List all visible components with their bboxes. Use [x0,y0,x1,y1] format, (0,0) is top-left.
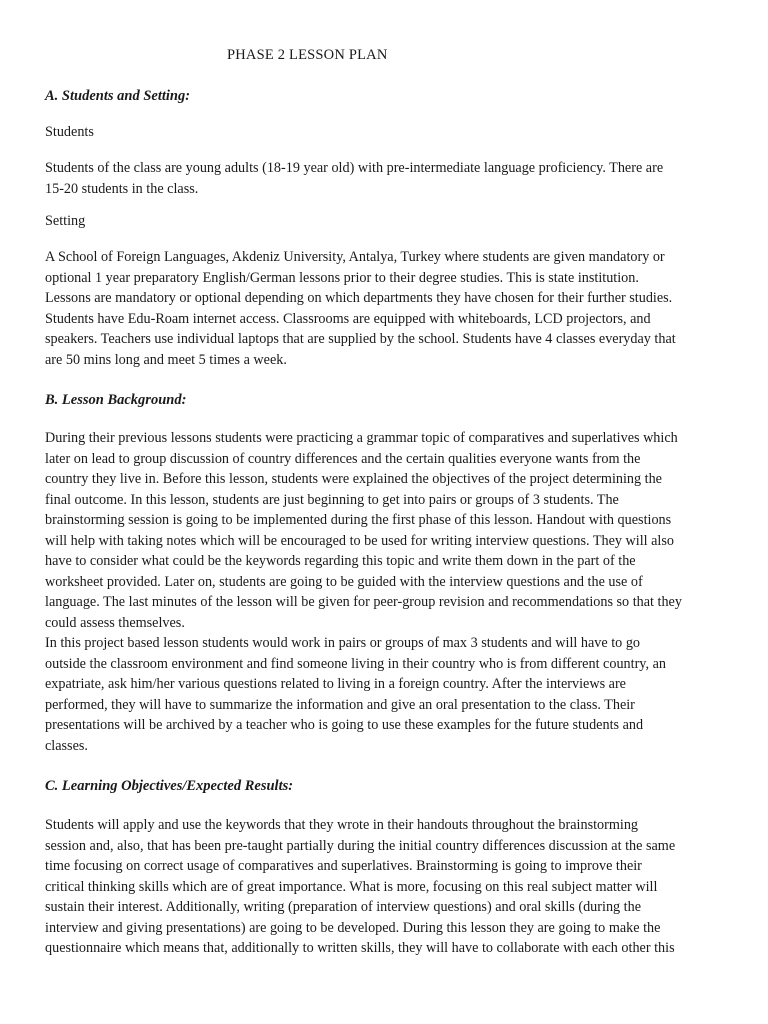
students-label-text: Students [45,124,94,140]
document-title: PHASE 2 LESSON PLAN [227,47,388,63]
text-line: country they live in. Before this lesson, students were explained the objectives of the project determining the [45,471,662,487]
text-line: optional 1 year preparatory English/German lessons prior to their degree studies. This is state institution. [45,269,639,286]
text-line: later on lead to group discussion of country differences and the certain qualities everyone wants from the [45,450,641,467]
text-line: could assess themselves. [45,614,185,631]
section-a-heading: A. Students and Setting: [45,88,191,104]
text-line: time focusing on correct usage of comparatives and superlatives. Brainstorming is going to improve their [45,858,642,874]
setting-paragraph [45,247,725,370]
text-line: Lessons are mandatory or optional depending on which departments they have chosen for their further studies. [45,290,673,306]
section-c-heading: C. Learning Objectives/Expected Results: [45,778,294,794]
text-line: have to consider what could be the keywords regarding this topic and write them down in the part of the [45,553,636,569]
text-line: A School of Foreign Languages, Akdeniz University, Antalya, Turkey where students are given mandatory or [45,249,665,265]
text-line: language. The last minutes of the lesson will be given for peer-group revision and recommendations so that they [45,594,682,610]
text-line: session and, also, that has been pre-taught partially during the initial country differences discussion at the same [45,837,676,854]
text-line: 15-20 students in the class. [45,180,199,197]
text-line: final outcome. In this lesson, students are just beginning to get into pairs or groups of 3 students. The [45,491,619,508]
students-label [45,122,725,143]
text-line: sustain their interest. Additionally, writing (preparation of interview questions) and oral skills (during the [45,899,642,915]
lesson-background-paragraph [45,428,725,756]
text-line: brainstorming session is going to be implemented during the first phase of this lesson. Handout with questions [45,512,672,528]
setting-label [45,211,725,232]
text-line: classes. [45,737,88,754]
text-line: Students have Edu-Roam internet access. Classrooms are equipped with whiteboards, LCD projectors, and [45,310,651,327]
text-line: worksheet provided. Later on, students are going to be guided with the interview questions and the use of [45,573,643,590]
text-line: Students of the class are young adults (18-19 year old) with pre-intermediate language proficiency. There are [45,160,664,176]
setting-label-text: Setting [45,213,86,229]
section-b-heading: B. Lesson Background: [45,392,187,408]
text-line: are 50 mins long and meet 5 times a week. [45,351,287,368]
text-line: performed, they will have to summarize the information and give an oral presentation to the class. Their [45,696,635,713]
text-line: will help with taking notes which will be encouraged to be used for writing interview questions. They will also [45,532,674,549]
text-line: expatriate, ask him/her various questions related to living in a foreign country. After the interviews are [45,676,626,692]
text-line: outside the classroom environment and find someone living in their country who is from different country, an [45,655,666,672]
text-line: interview and giving presentations) are going to be developed. During this lesson they are going to make the [45,919,661,936]
text-line: In this project based lesson students would work in pairs or groups of max 3 students and will have to go [45,635,641,651]
text-line: Students will apply and use the keywords that they wrote in their handouts throughout the brainstorming [45,817,639,833]
students-paragraph [45,158,725,199]
learning-objectives-paragraph [45,815,725,959]
text-line: questionnaire which means that, additionally to written skills, they will have to collaborate with each other this [45,940,675,956]
text-line: During their previous lessons students were practicing a grammar topic of comparatives and superlatives which [45,430,678,446]
text-line: presentations will be archived by a teacher who is going to use these examples for the future students and [45,717,644,733]
text-line: critical thinking skills which are of great importance. What is more, focusing on this real subject matter will [45,878,658,895]
text-line: speakers. Teachers use individual laptops that are supplied by the school. Students have 4 classes everyday that [45,331,676,347]
